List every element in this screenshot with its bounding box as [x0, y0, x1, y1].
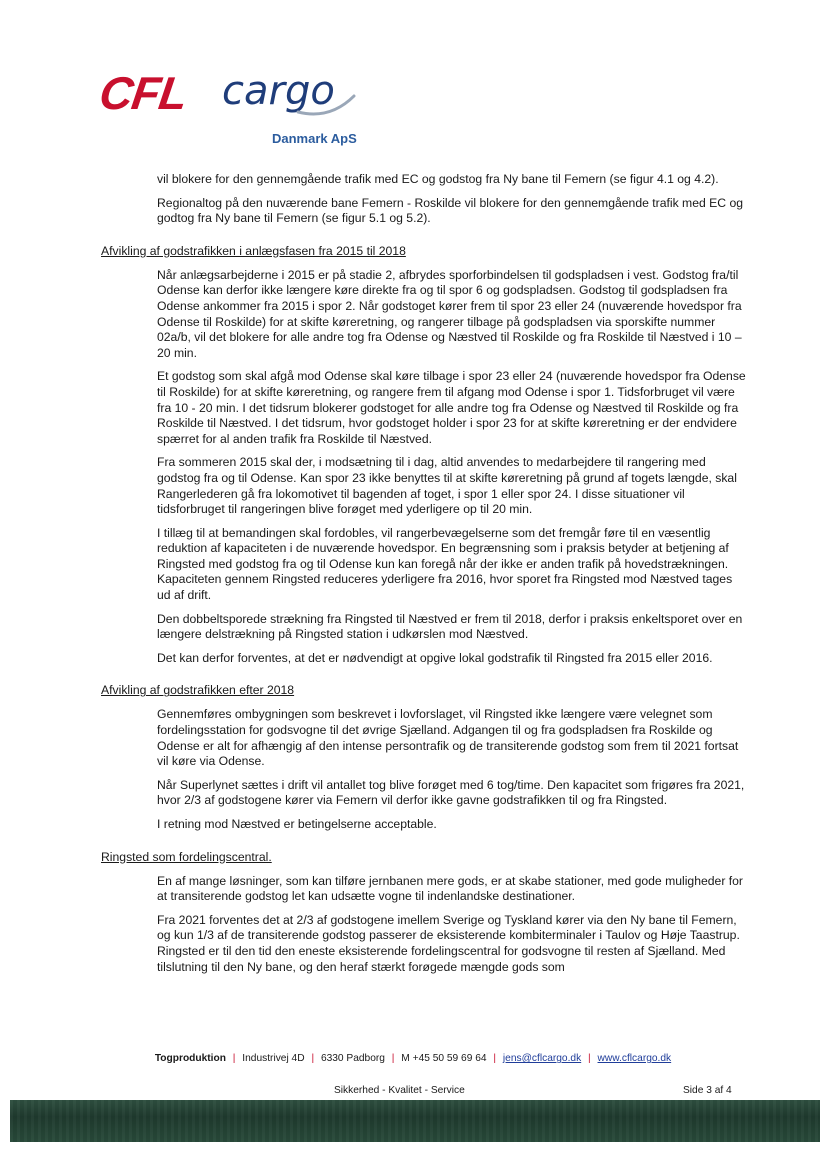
- footer-address: [0, 1053, 826, 1064]
- paragraph: I tillæg til at bemandingen skal fordobles, vil rangerbevægelserne som det fremgår føre til en væsentlig reduktion af kapaciteten i de nuværende hovedspor. En begrænsning som i praksis betyder at betjening af Ringsted med godstog fra og til Odense kun kan foregå når der ikke er anden trafik på hovedstrækningen. Kapaciteten gennem Ringsted reduceres yderligere fra 2016, hvor sporet fra Ringsted mod Næstved tages ud af drift.: [157, 525, 733, 603]
- paragraph: vil blokere for den gennemgående trafik med EC og godstog fra Ny bane til Femern (se figur 4.1 og 4.2).: [157, 172, 719, 186]
- paragraph: Et godstog som skal afgå mod Odense skal køre tilbage i spor 23 eller 24 (nuværende hovedspor fra Odense til Roskilde) for at skifte køreretning, og rangere frem til afgang mod Odense i spor 1. Tidsforbruget vil være fra 10 - 20 min. I det tidsrum blokerer godstoget for alle andre tog fra Odense og Næstved til Roskilde og fra Roskilde til Næstved. I det tidsrum, hvor godstoget holder i spor 23 for at skifte køreretning er der endvidere spærret for al anden trafik fra Roskilde til Næstved.: [157, 369, 746, 446]
- band-texture: [10, 1100, 820, 1142]
- paragraph: Fra 2021 forventes det at 2/3 af godstogene imellem Sverige og Tyskland kører via den Ny bane til Femern, og kun 1/3 af de transiterende godstog passerer de eksisterende kombiterminaler i Taulov og Høje Taastrup. Ringsted er til den tid den eneste eksisterende fordelingscentral for godsvogne til resten af Sjælland. Med tilslutning til den Ny bane, og den heraf stærkt forøgede mængde gods som: [157, 912, 740, 974]
- footer-city: 6330 Padborg: [320, 1053, 385, 1064]
- footer-separator: |: [311, 1053, 315, 1064]
- footer-phone: M +45 50 59 69 64: [401, 1053, 487, 1064]
- footer-street: Industrivej 4D: [242, 1053, 305, 1064]
- section-heading: Afvikling af godstrafikken i anlægsfasen fra 2015 til 2018: [101, 243, 406, 258]
- footer-separator: |: [588, 1053, 591, 1064]
- paragraph: Når anlægsarbejderne i 2015 er på stadie 2, afbrydes sporforbindelsen til godspladsen i vest. Godstog fra/til Odense kan derfor ikke længere køre direkte fra og til spor 6 og godspladsen. Godstog til godspladsen fra Odense ankommer fra 2015 i spor 2. Når godstoget kører frem til spor 23 eller 24 (nuværende hovedspor fra Odense til Roskilde) for at skifte køreretning, og rangerer tilbage på godspladsen via sporskifte nummer 02a/b, vil det blokere for alle andre tog fra Odense og Næstved til Roskilde og fra Roskilde til Næstved i 10 – 20 min.: [157, 267, 742, 360]
- footer-email-link[interactable]: jens@cflcargo.dk: [502, 1053, 582, 1064]
- logo-cfl-mark: CFL: [96, 67, 191, 119]
- logo-cargo-word: cargo: [222, 68, 335, 114]
- footer-web-link[interactable]: www.cflcargo.dk: [597, 1053, 672, 1064]
- logo-swoosh-icon: [296, 90, 360, 118]
- paragraph: Når Superlynet sættes i drift vil antallet tog blive forøget med 6 tog/time. Den kapacitet som frigøres fra 2021, hvor 2/3 af godstogene kører via Femern vil derfor ikke gavne godstrafikken til og fra Ringsted.: [157, 777, 745, 808]
- document-body: [0, 172, 826, 983]
- paragraph: En af mange løsninger, som kan tilføre jernbanen mere gods, er at skabe stationer, med gode muligheder for at transiterende godstog let kan udsætte vogne til indenlandske destinationer.: [157, 873, 743, 904]
- footer-separator: |: [232, 1053, 236, 1064]
- section-heading: Ringsted som fordelingscentral.: [101, 849, 272, 864]
- paragraph: Fra sommeren 2015 skal der, i modsætning til i dag, altid anvendes to medarbejdere til rangering med godstog fra og til Odense. Kan spor 23 ikke benyttes til at skifte køreretning på grund af togets længde, skal Rangerlederen gå fra lokomotivet til bagenden af toget, i spor 1 eller spor 24. I disse situationer vil tidsforbruget til rangeringen blive forøget med yderligere op til 20 min.: [157, 455, 737, 517]
- page-number: Side 3 af 4: [683, 1085, 732, 1096]
- footer-tagline: Sikkerhed - Kvalitet - Service: [334, 1085, 465, 1096]
- company-subtitle: Danmark ApS: [272, 131, 357, 146]
- paragraph: Den dobbeltsporede strækning fra Ringsted til Næstved er frem til 2018, derfor i praksis enkeltsporet over en længere delstrækning på Ringsted station i udkørslen mod Næstved.: [157, 611, 743, 642]
- paragraph: Gennemføres ombygningen som beskrevet i lovforslaget, vil Ringsted ikke længere være velegnet som fordelingsstation for godsvogne til det øvrige Sjælland. Adgangen til og fra godspladsen fra Roskilde og Odense er alt for afhængig af den intense persontrafik og de transiterende godstog som frem til 2021 fortsat vil køre via Odense.: [157, 707, 739, 769]
- footer-separator: |: [391, 1053, 395, 1064]
- section-heading: Afvikling af godstrafikken efter 2018: [101, 683, 295, 698]
- footer-photo-band: [10, 1100, 820, 1142]
- paragraph: Regionaltog på den nuværende bane Femern - Roskilde vil blokere for den gennemgående trafik med EC og godtog fra Ny bane til Femern (se figur 5.1 og 5.2).: [157, 195, 744, 226]
- footer-separator: |: [493, 1053, 497, 1064]
- footer-dept: Togproduktion: [154, 1053, 226, 1064]
- company-logo: [96, 67, 370, 120]
- paragraph: Det kan derfor forventes, at det er nødvendigt at opgive lokal godstrafik til Ringsted fra 2015 eller 2016.: [157, 650, 713, 665]
- paragraph: I retning mod Næstved er betingelserne acceptable.: [157, 817, 437, 831]
